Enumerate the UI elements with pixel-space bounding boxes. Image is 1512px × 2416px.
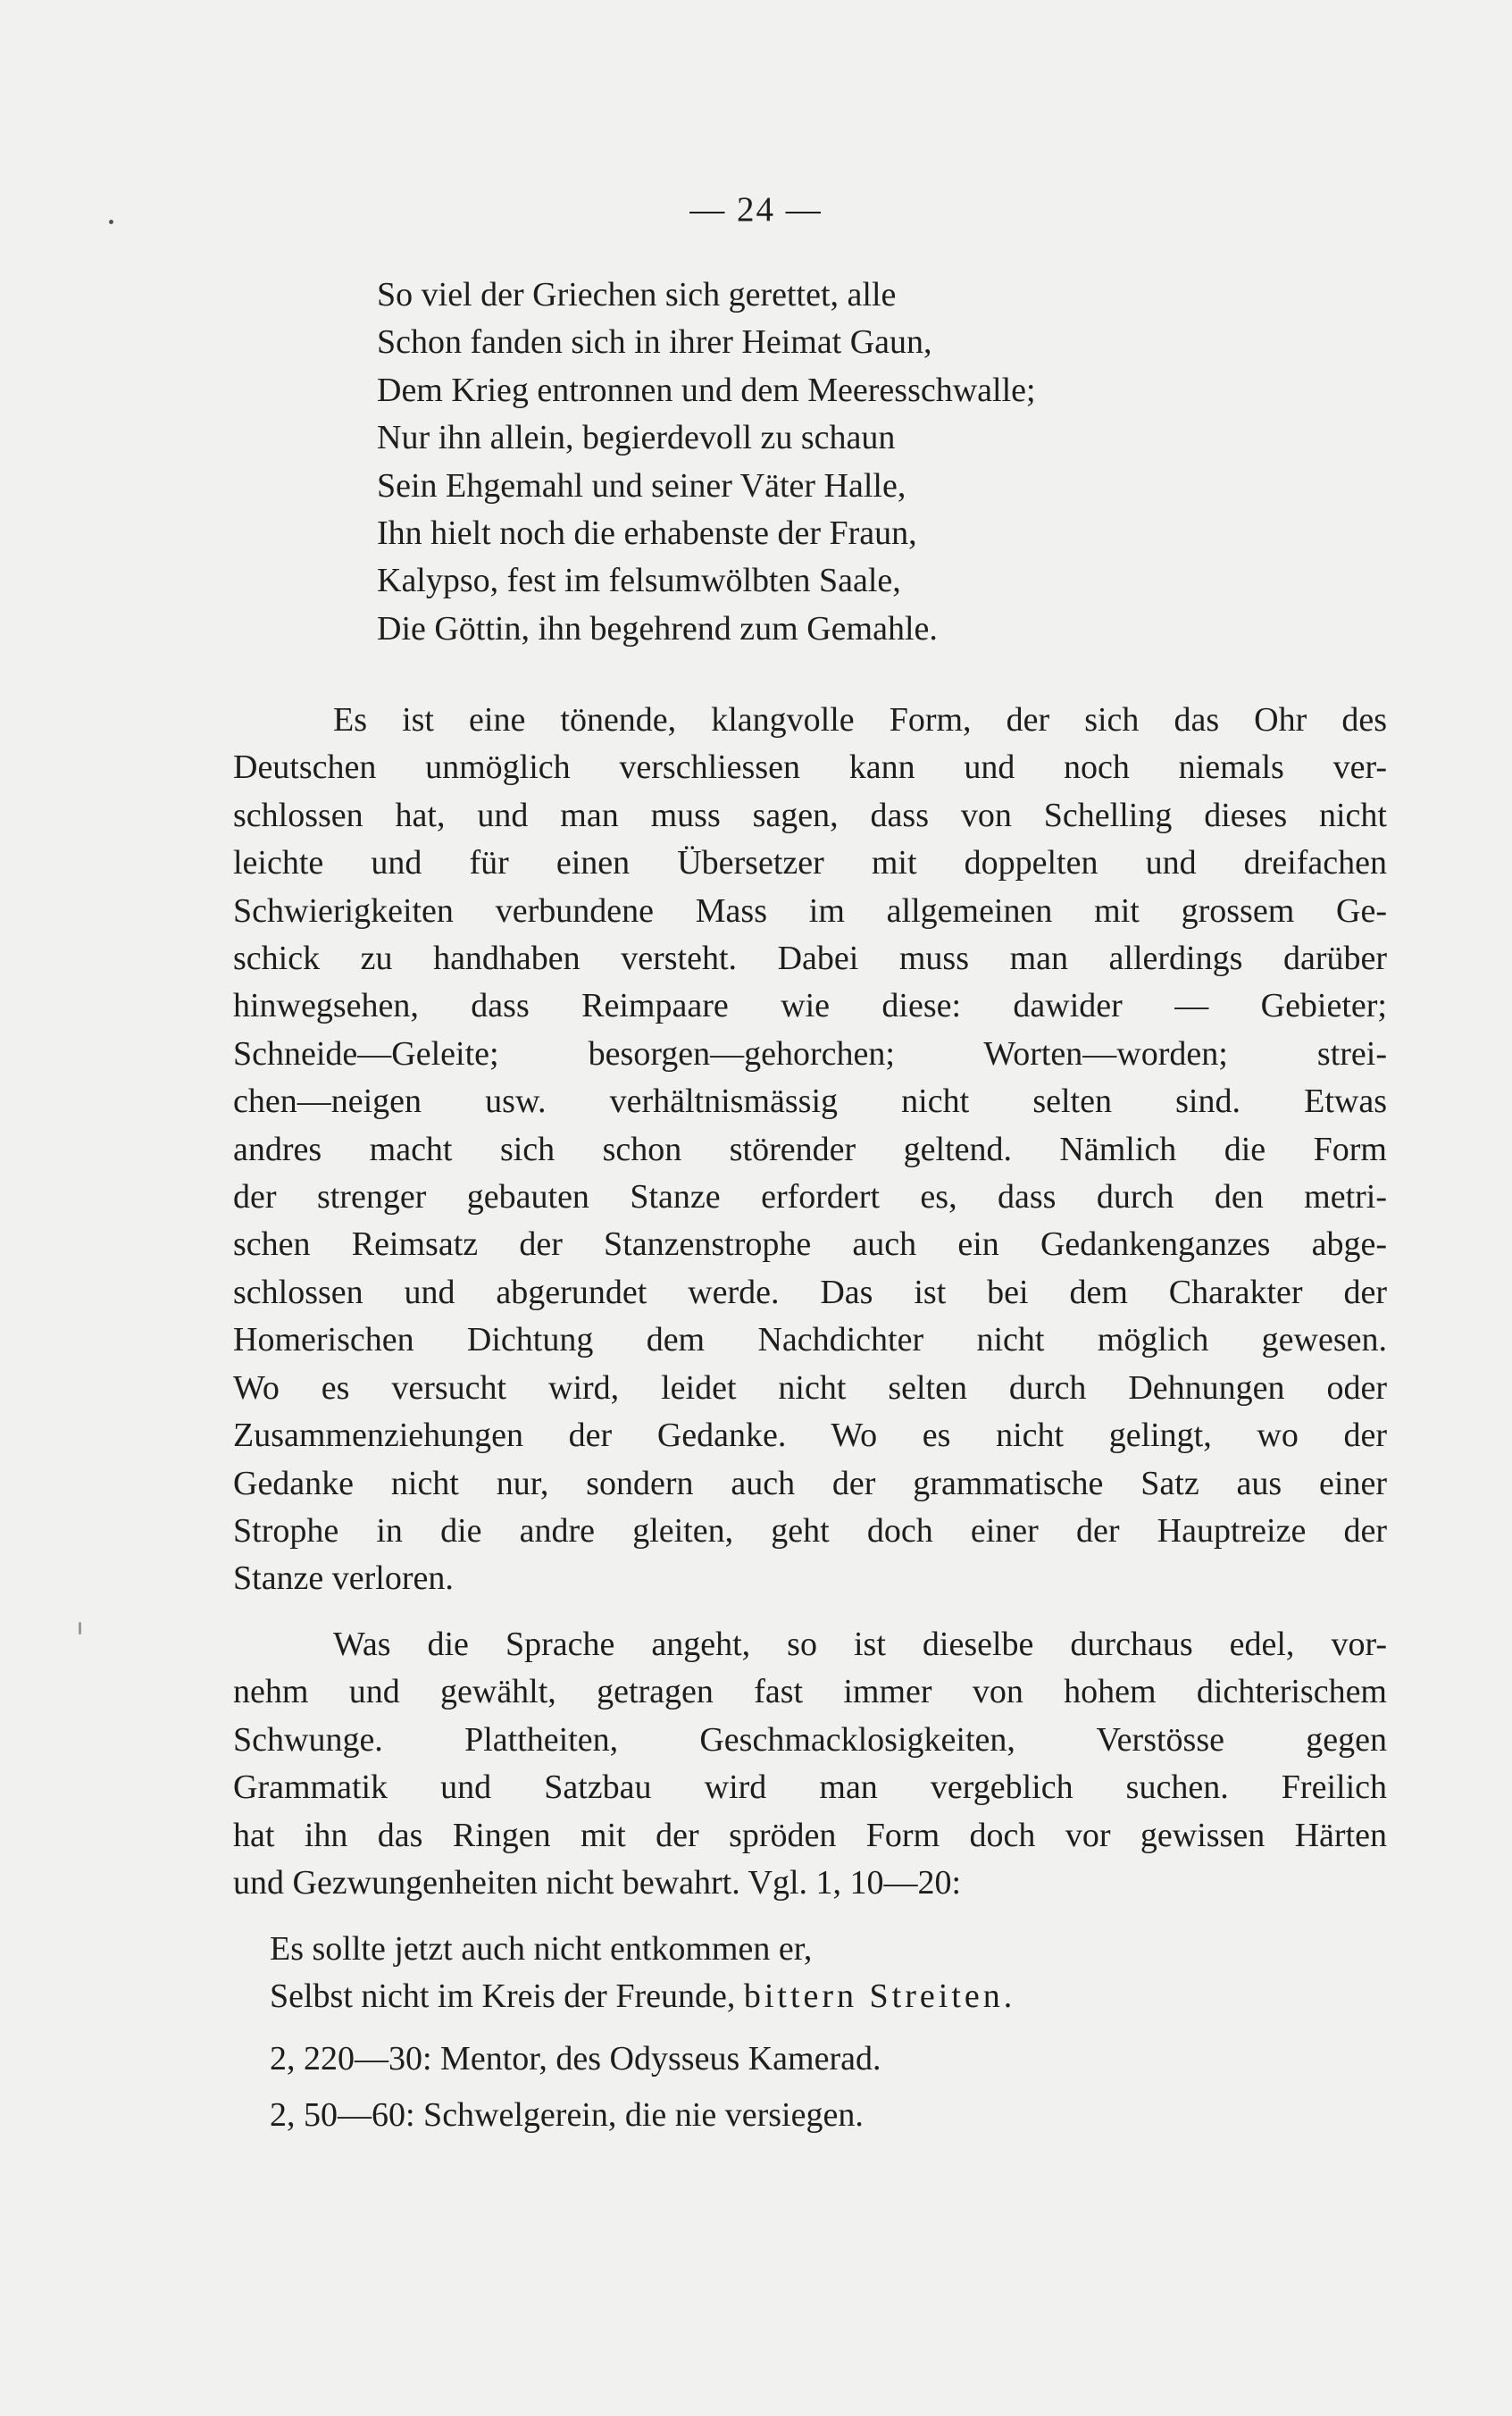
paragraph-line: nehm und gewählt, getragen fast immer von hohem dichterischem [233,1673,1387,1711]
paper-speck [109,220,113,224]
paper-speck [79,1622,81,1634]
paragraph-line: Deutschen unmöglich verschliessen kann und noch niemals ver- [233,748,1387,787]
verse-line: Nur ihn allein, begierdevoll zu schaun [377,419,896,457]
page-number: — 24 — [689,190,823,229]
emphasized-spaced-text: bittern Streiten. [743,1977,1016,2016]
paragraph-line: Schwunge. Plattheiten, Geschmacklosigkeiten, Verstösse gegen [233,1720,1387,1759]
quoted-verse-line: Es sollte jetzt auch nicht entkommen er, [270,1930,813,1968]
verse-line: Ihn hielt noch die erhabenste der Fraun, [377,514,917,553]
paragraph-line: leichte und für einen Übersetzer mit doppelten und dreifachen [233,844,1387,882]
paragraph-line: Wo es versucht wird, leidet nicht selten durch Dehnungen oder [233,1368,1387,1407]
paragraph-line: Schneide—Geleite; besorgen—gehorchen; Worten—worden; strei- [233,1034,1387,1073]
paragraph-line: Schwierigkeiten verbundene Mass im allgemeinen mit grossem Ge- [233,891,1387,930]
verse-line: Dem Krieg entronnen und dem Meeresschwalle; [377,371,1036,409]
paragraph-line: chen—neigen usw. verhältnismässig nicht selten sind. Etwas [233,1083,1387,1121]
paragraph-form-analysis [233,697,1387,1603]
verse-line: Sein Ehgemahl und seiner Väter Halle, [377,466,906,505]
paragraph-line: hat ihn das Ringen mit der spröden Form doch vor gewissen Härten [233,1816,1387,1854]
paragraph-line: andres macht sich schon störender geltend. Nämlich die Form [233,1130,1387,1168]
quoted-verse [270,1926,1015,2021]
paragraph-line: Grammatik und Satzbau wird man vergeblich suchen. Freilich [233,1768,1387,1807]
paragraph-line: der strenger gebauten Stanze erfordert es, dass durch den metri- [233,1178,1387,1216]
verse-stanza [377,272,1036,653]
verse-line: Kalypso, fest im felsumwölbten Saale, [377,562,901,600]
paragraph-line: Zusammenziehungen der Gedanke. Wo es nicht gelingt, wo der [233,1417,1387,1455]
quoted-verse-text: Selbst nicht im Kreis der Freunde, [270,1977,744,2016]
verse-line: So viel der Griechen sich gerettet, alle [377,276,897,313]
paragraph-line: schlossen hat, und man muss sagen, dass von Schelling dieses nicht [233,796,1387,834]
paragraph-line: Homerischen Dichtung dem Nachdichter nicht möglich gewesen. [233,1321,1387,1359]
quoted-verse-line [270,1973,1015,2020]
paragraph-line: schlossen und abgerundet werde. Das ist bei dem Charakter der [233,1273,1387,1311]
paragraph-line: schick zu handhaben versteht. Dabei muss man allerdings darüber [233,940,1387,978]
verse-reference: 2, 50—60: Schwelgerein, die nie versiegen. [270,2096,864,2134]
verse-line: Die Göttin, ihn begehrend zum Gemahle. [377,609,938,648]
paragraph-line: Gedanke nicht nur, sondern auch der grammatische Satz aus einer [233,1464,1387,1502]
paragraph-line: und Gezwungenheiten nicht bewahrt. Vgl. 1, 10—20: [233,1864,962,1902]
paragraph-line: Es ist eine tönende, klangvolle Form, der sich das Ohr des [333,701,1387,739]
paragraph-line: hinwegsehen, dass Reimpaare wie diese: dawider — Gebieter; [233,987,1387,1025]
paragraph-line: Was die Sprache angeht, so ist dieselbe durchaus edel, vor- [333,1626,1387,1663]
paragraph-language-analysis [233,1621,1387,1907]
verse-reference: 2, 220—30: Mentor, des Odysseus Kamerad. [270,2040,881,2077]
paragraph-line: Stanze verloren. [233,1559,454,1598]
paragraph-line: Strophe in die andre gleiten, geht doch einer der Hauptreize der [233,1511,1387,1550]
paragraph-line: schen Reimsatz der Stanzenstrophe auch ein Gedankenganzes abge- [233,1225,1387,1264]
verse-line: Schon fanden sich in ihrer Heimat Gaun, [377,323,932,362]
